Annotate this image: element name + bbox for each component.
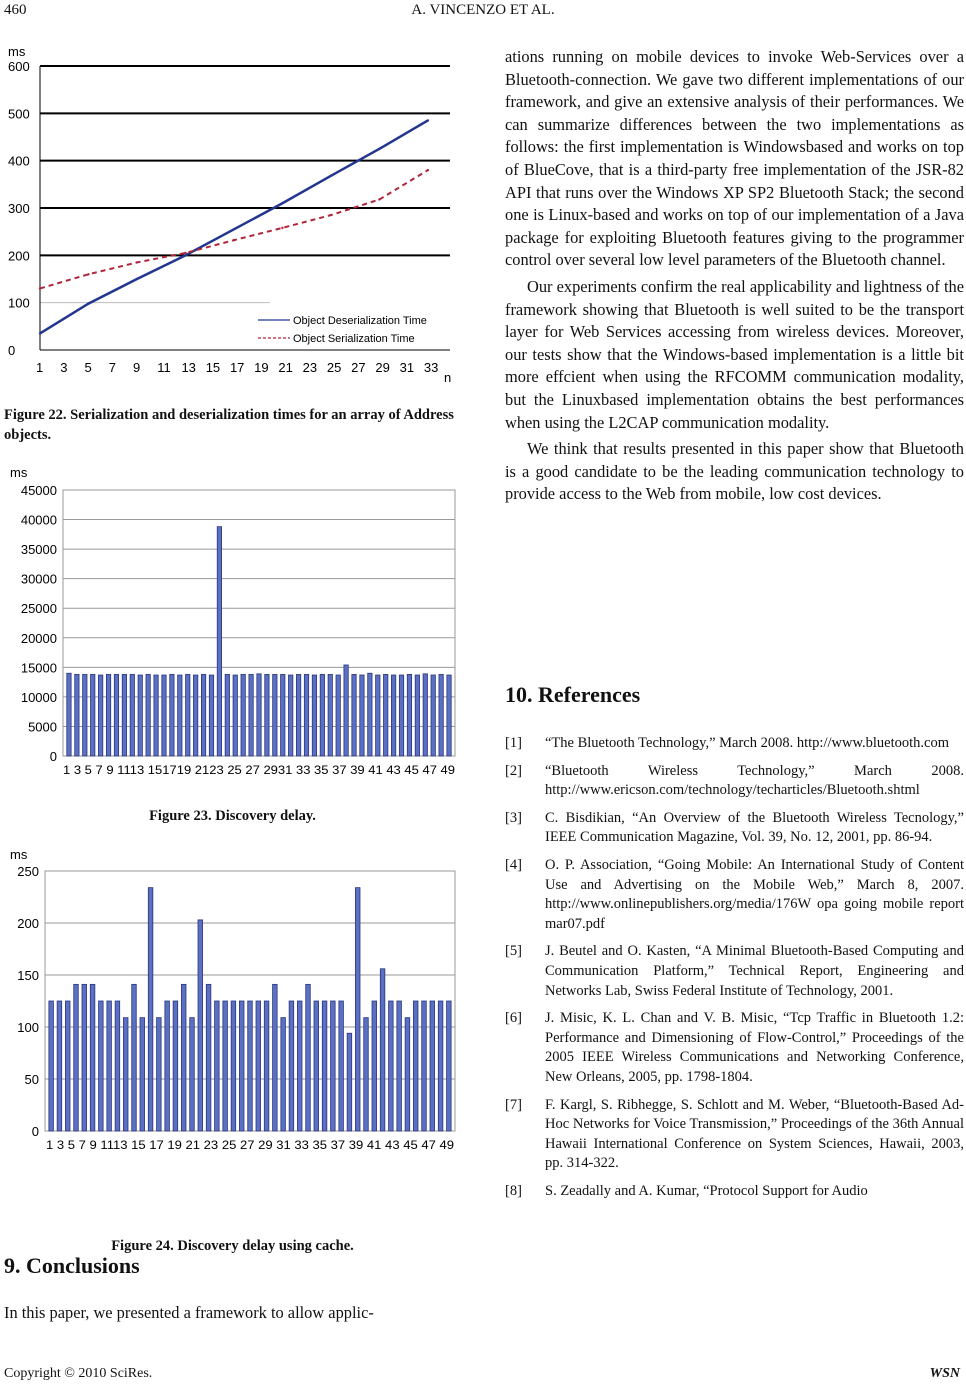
data-point	[233, 228, 235, 230]
x-tick-labels: 1 3 5 7 9 1113 151719 2123 25 27 2931 33 35 37 39 41 43 45 47 49	[63, 763, 456, 777]
data-point	[330, 214, 332, 216]
x-tick-label: 19	[254, 360, 269, 375]
bar	[265, 674, 269, 756]
bar	[123, 1018, 128, 1131]
y-tick-label: 5000	[28, 719, 57, 735]
reference-text: C. Bisdikian, “An Overview of the Bluetooth Wireless Tecnology,” IEEE Communication Magazine, Vol. 39, No. 12, 2001, pp. 86-94.	[545, 809, 964, 846]
y-tick-label: 150	[17, 968, 39, 983]
bar	[130, 674, 134, 756]
bar	[138, 675, 142, 756]
bar	[347, 1033, 352, 1131]
x-tick-label: 5	[84, 360, 92, 375]
x-tick-label: 11	[157, 360, 171, 375]
bar	[122, 674, 126, 756]
data-point	[87, 302, 89, 304]
x-axis-label: n	[444, 370, 452, 385]
bar	[140, 1018, 145, 1131]
page-number: 460	[4, 2, 27, 18]
conclusions-heading: 9. Conclusions	[4, 1253, 140, 1278]
reference-text: O. P. Association, “Going Mobile: An International Study of Content Use and Advertising on the Mobile Web,” March 8, 2007. http://www.onlinepublishers.org/media/176W opa going mobile report mar07.pdf	[545, 856, 964, 932]
bar	[397, 1001, 402, 1131]
bar	[364, 1018, 369, 1131]
bar	[430, 1001, 435, 1131]
bar	[106, 674, 110, 756]
bar	[65, 1001, 70, 1131]
reference-text: J. Beutel and O. Kasten, “A Minimal Bluetooth-Based Computing and Communication Platform,” Technical Report, Engineering and Networks Lab, Swiss Federal Institute of Technology, 2001.	[545, 943, 964, 999]
series-line	[40, 120, 428, 333]
x-tick-label: 15	[205, 360, 221, 375]
bar	[339, 1001, 344, 1131]
bar	[190, 1018, 195, 1131]
bar	[399, 675, 403, 756]
bar	[67, 673, 71, 756]
figure-22-caption: Figure 22. Serialization and deserialization times for an array of Address objects.	[4, 407, 454, 443]
bar	[257, 674, 261, 756]
bar	[231, 1001, 236, 1131]
y-tick-label: 500	[8, 106, 30, 122]
reference-item	[505, 1009, 964, 1087]
bar	[422, 1001, 427, 1131]
bar	[186, 674, 190, 756]
bar	[314, 1001, 319, 1131]
y-tick-label: 100	[17, 1020, 39, 1035]
bar	[256, 1001, 261, 1131]
x-tick-labels: 1 3 5 7 9 1113 15 17 19 21 23 25 27 29 31 33 35 37 39 41 43 45 47 49	[46, 1138, 455, 1152]
bar	[74, 984, 79, 1131]
bar	[248, 1001, 253, 1131]
x-tick-label: 33	[423, 360, 439, 375]
conclusions-body	[505, 46, 964, 506]
figure-24-caption: Figure 24. Discovery delay using cache.	[111, 1238, 354, 1254]
bar	[157, 1018, 162, 1131]
reference-item	[505, 1096, 964, 1174]
data-point	[378, 198, 380, 200]
references-heading: 10. References	[505, 682, 641, 707]
reference-item	[505, 762, 964, 801]
reference-number: [1]	[505, 735, 522, 751]
bar	[447, 1001, 452, 1131]
x-tick-label: 23	[302, 360, 318, 375]
y-axis-label: ms	[10, 847, 28, 862]
legend-label: Object Serialization Time	[293, 333, 415, 345]
bar	[405, 1018, 410, 1131]
data-point	[87, 273, 89, 275]
bar	[312, 675, 316, 756]
footer-copyright: Copyright © 2010 SciRes.	[4, 1366, 153, 1381]
footer-journal: WSN	[929, 1366, 960, 1381]
reference-text: S. Zeadally and A. Kumar, “Protocol Support for Audio	[545, 1182, 868, 1199]
bar	[322, 1001, 327, 1131]
bar	[372, 1001, 377, 1131]
bar	[407, 674, 411, 756]
y-tick-label: 10000	[20, 689, 57, 705]
conclusions-paragraph-2: Our experiments confirm the real applicability and lightness of the framework showing that Bluetooth is well suited to be the transport layer for Web Services accessing from wireless devices. Moreover, our tests show that the Windows-based implementation is a little bit more effcient when using the RFCOMM communication modality, but the Linuxbased implementation obtains the best performances when using the L2CAP communication modality.	[505, 276, 964, 432]
reference-number: [7]	[505, 1096, 522, 1113]
bar	[389, 1001, 394, 1131]
y-tick-label: 200	[17, 916, 39, 931]
y-tick-label: 35000	[20, 542, 57, 558]
y-tick-label: 100	[8, 295, 30, 311]
legend-label: Object Deserialization Time	[293, 315, 427, 327]
data-point	[427, 119, 429, 121]
bar	[360, 675, 364, 756]
bar	[201, 674, 205, 756]
y-tick-label: 30000	[20, 571, 57, 587]
data-point	[233, 239, 235, 241]
y-tick-label: 25000	[20, 601, 57, 617]
x-tick-label: 17	[229, 360, 245, 375]
y-tick-label: 50	[24, 1072, 39, 1087]
bar	[249, 674, 253, 756]
bar	[181, 984, 186, 1131]
bar	[368, 673, 372, 756]
y-tick-label: 20000	[20, 630, 57, 646]
figure-23-caption: Figure 23. Discovery delay.	[149, 808, 316, 824]
bar	[154, 675, 158, 756]
reference-item	[505, 942, 964, 1001]
references-list	[505, 734, 964, 1209]
bar	[296, 674, 300, 756]
bar	[376, 675, 380, 756]
bar	[49, 1001, 54, 1131]
bar	[336, 675, 340, 756]
bar	[281, 1018, 286, 1131]
bar	[82, 984, 87, 1131]
data-point	[136, 261, 138, 263]
bar	[173, 1001, 178, 1131]
bar	[178, 675, 182, 756]
data-point	[281, 202, 283, 204]
y-tick-label: 400	[8, 153, 30, 169]
bar	[423, 674, 427, 756]
bar	[344, 665, 348, 756]
conclusions-paragraph-1: ations running on mobile devices to invoke Web-Services over a Bluetooth-connection. We gave two different implementations of our framework, and give an extensive analysis of their performances. We can summarize differences between the two implementations as follows: the first implementation is Windowsbased and works on top of BlueCove, that is a third-party free implementation of the JSR-82 API that runs over the Windows XP SP2 Bluetooth Stack; the second one is Linux-based and works on top of our implementation of a Java package for exploiting Bluetooth features giving to the programmer control over several low level parameters of the Bluetooth channel.	[505, 47, 964, 270]
bar	[331, 1001, 336, 1131]
y-tick-label: 200	[8, 248, 30, 264]
data-point	[427, 169, 429, 171]
bar	[289, 1001, 294, 1131]
bar	[264, 1001, 269, 1131]
bar	[304, 674, 308, 756]
data-point	[184, 252, 186, 254]
y-axis-label: ms	[8, 44, 26, 59]
reference-number: [4]	[505, 856, 522, 873]
x-tick-label: 29	[375, 360, 390, 375]
bar	[223, 1001, 228, 1131]
bar	[114, 674, 118, 756]
bar	[107, 1001, 112, 1131]
bar	[170, 674, 174, 756]
bar	[162, 675, 166, 756]
bar	[198, 920, 203, 1131]
bar	[297, 1001, 302, 1131]
data-point	[378, 148, 380, 150]
reference-item	[505, 856, 964, 934]
reference-item	[505, 1182, 964, 1202]
bar	[384, 674, 388, 756]
data-point	[136, 278, 138, 280]
y-tick-label: 250	[17, 864, 39, 879]
bar	[306, 984, 311, 1131]
bar	[355, 888, 360, 1131]
bar	[193, 675, 197, 756]
bar	[431, 675, 435, 756]
bar	[215, 1001, 220, 1131]
bar	[132, 984, 137, 1131]
x-tick-label: 25	[326, 360, 342, 375]
y-tick-label: 600	[8, 59, 30, 74]
y-tick-label: 0	[8, 343, 16, 358]
bar	[438, 1001, 443, 1131]
bar	[281, 674, 285, 756]
figure-24-bar-chart	[0, 843, 465, 1152]
bar	[83, 674, 87, 756]
data-point	[184, 254, 186, 256]
reference-item	[505, 734, 964, 754]
bar	[320, 674, 324, 756]
x-tick-label: 1	[36, 360, 44, 375]
bar	[233, 675, 237, 756]
x-tick-label: 31	[399, 360, 415, 375]
bar	[413, 1001, 418, 1131]
x-tick-label: 7	[108, 360, 116, 375]
x-tick-label: 3	[60, 360, 68, 375]
x-tick-label: 13	[181, 360, 196, 375]
y-tick-label: 45000	[20, 483, 57, 498]
bar	[241, 674, 245, 756]
bar	[380, 969, 385, 1131]
bar	[328, 674, 332, 756]
bar	[225, 674, 229, 756]
bar	[415, 675, 419, 756]
y-tick-label: 15000	[20, 660, 57, 676]
figure-23-bar-chart	[0, 460, 465, 790]
y-axis-label: ms	[10, 465, 28, 480]
bar	[75, 674, 79, 756]
y-tick-label: 300	[8, 201, 30, 216]
conclusions-intro: In this paper, we presented a framework to allow applic-	[4, 1303, 374, 1322]
data-point	[39, 287, 41, 289]
data-point	[39, 332, 41, 334]
y-tick-label: 40000	[20, 512, 57, 528]
bar	[146, 674, 150, 756]
running-head: A. VINCENZO ET AL.	[411, 2, 555, 18]
reference-item	[505, 809, 964, 848]
reference-number: [2]	[505, 762, 522, 779]
bar	[99, 1001, 104, 1131]
x-tick-label: 21	[278, 360, 293, 375]
bar	[273, 984, 278, 1131]
reference-text: “Bluetooth Wireless Technology,” March 2008. http://www.ericson.com/technology/techarticles/Bluetooth.shtml	[545, 762, 964, 799]
reference-number: [3]	[505, 809, 522, 826]
bar	[98, 675, 102, 756]
bar	[439, 674, 443, 756]
bar	[239, 1001, 244, 1131]
figure-22-line-chart	[0, 40, 465, 385]
y-tick-label: 0	[31, 1124, 39, 1139]
reference-number: [6]	[505, 1010, 522, 1027]
y-tick-label: 0	[49, 749, 57, 764]
bar	[206, 984, 211, 1131]
bar	[115, 1001, 120, 1131]
reference-number: [8]	[505, 1182, 522, 1199]
bar	[57, 1001, 62, 1131]
bar	[288, 675, 292, 756]
reference-text: F. Kargl, S. Ribhegge, S. Schlott and M. Weber, “Bluetooth-Based Ad-Hoc Networks for Voice Transmission,” Proceedings of the 36th Annual Hawaii International Conference on System Sciences, Hawaii, 2003, pp. 314-322.	[545, 1096, 964, 1172]
bar	[209, 675, 213, 756]
bar	[391, 675, 395, 756]
bar	[90, 984, 95, 1131]
bar	[91, 674, 95, 756]
data-point	[281, 227, 283, 229]
bar	[165, 1001, 170, 1131]
bar	[352, 674, 356, 756]
bar	[447, 675, 451, 756]
bar	[273, 674, 277, 756]
reference-number: [5]	[505, 943, 522, 960]
conclusions-paragraph-3: We think that results presented in this paper show that Bluetooth is a good candidate to be the leading communication technology to provide access to the Web from mobile, low cost devices.	[505, 439, 964, 504]
data-point	[330, 175, 332, 177]
x-tick-label: 9	[132, 360, 141, 375]
bar	[148, 888, 153, 1131]
reference-text: J. Misic, K. L. Chan and V. B. Misic, “Tcp Traffic in Bluetooth 1.2: Performance and Dimensioning of Flow-Control,” Proceedings of the 2005 IEEE Wireless Communications and Networking Conference, New Orleans, 2005, pp. 1798-1804.	[545, 1010, 964, 1085]
x-tick-label: 27	[351, 360, 366, 375]
bar	[217, 527, 221, 756]
reference-text: “The Bluetooth Technology,” March 2008. http://www.bluetooth.com	[545, 735, 949, 751]
